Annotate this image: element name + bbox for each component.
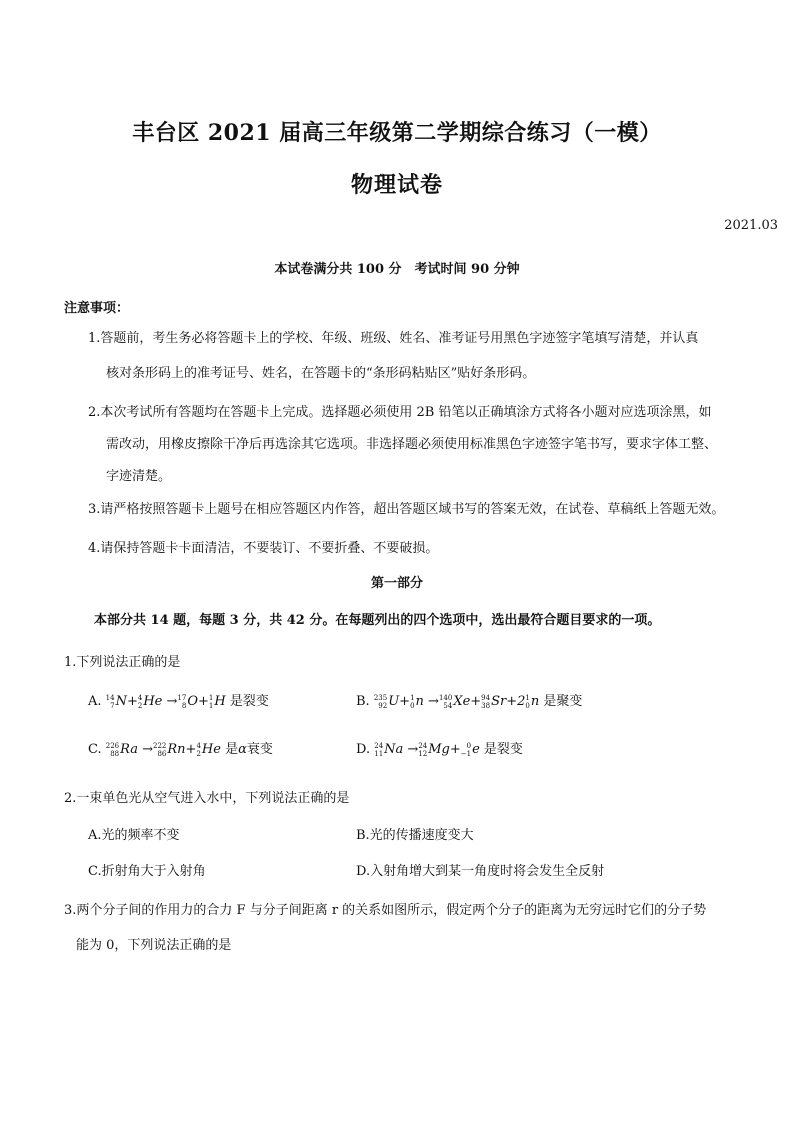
q2-option-b: B.光的传播速度变大 — [356, 828, 474, 843]
exam-subtitle: 物理试卷 — [350, 172, 443, 198]
score-time-line: 本试卷满分共 100 分 考试时间 90 分钟 — [274, 262, 520, 277]
q1-option-b — [356, 690, 582, 710]
q1-option-d-suffix: 是裂变 — [483, 742, 523, 757]
q1-option-a-formula: 14 7 N+ 4 2 He → 17 8 O+ 1 1 H — [105, 693, 230, 710]
section-intro: 本部分共 14 题，每题 3 分，共 42 分。在每题列出的四个选项中，选出最符合题目要求的一项。 — [94, 613, 661, 628]
q1-option-a — [88, 690, 269, 710]
q1-option-b-formula: 235 92 U+ 1 0 n → 140 54 Xe+ 94 38 Sr+2 1 0 n — [373, 693, 544, 710]
notice-item-3: 3.请严格按照答题卡上题号在相应答题区内作答，超出答题区域书写的答案无效，在试卷、草稿纸上答题无效。 — [88, 502, 725, 517]
q1-option-d-formula: 24 11 Na → 24 12 Mg+ 0 −1 e — [374, 741, 484, 758]
q2-stem: 2.一束单色光从空气进入水中，下列说法正确的是 — [64, 791, 350, 806]
q2-option-d: D.入射角增大到某一角度时将会发生全反射 — [356, 864, 605, 879]
q1-option-a-label: A. — [88, 694, 102, 709]
q2-option-c: C.折射角大于入射角 — [88, 864, 206, 879]
notice-heading: 注意事项： — [64, 301, 130, 316]
exam-title: 丰台区 2021 届高三年级第二学期综合练习（一模） — [132, 120, 662, 146]
exam-date: 2021.03 — [724, 218, 778, 233]
q1-option-a-suffix: 是裂变 — [229, 694, 269, 709]
q1-option-b-label: B. — [356, 694, 370, 709]
notice-item-1-line-1: 1.答题前，考生务必将答题卡上的学校、年级、班级、姓名、准考证号用黑色字迹签字笔填写清楚，并认真 — [88, 331, 699, 346]
q1-option-c: C. 226 88 Ra → 222 86 Rn+ 4 2 He 是α衰变 — [88, 741, 273, 758]
notice-item-4: 4.请保持答题卡卡面清洁，不要装订、不要折叠、不要破损。 — [88, 541, 439, 556]
q1-option-c-label: C. — [88, 742, 102, 757]
q1-option-b-suffix: 是聚变 — [543, 694, 583, 709]
q3-stem-line-1: 3.两个分子间的作用力的合力 F 与分子间距离 r 的关系如图所示，假定两个分子的距离为无穷远时它们的分子势 — [64, 903, 707, 918]
notice-item-2-line-3: 字迹清楚。 — [106, 469, 172, 484]
q1-option-d-label: D. — [356, 742, 371, 757]
q1-stem: 1.下列说法正确的是 — [64, 655, 181, 670]
q1-option-d — [356, 738, 523, 758]
q1-option-c-formula: 226 88 Ra → 222 86 Rn+ 4 2 He — [105, 741, 226, 758]
q1-option-c-suffix: 衰变 — [246, 742, 273, 757]
notice-item-2-line-1: 2.本次考试所有答题均在答题卡上完成。选择题必须使用 2B 铅笔以正确填涂方式将各小题对应选项涂黑，如 — [88, 405, 712, 420]
notice-item-2-line-2: 需改动，用橡皮擦除干净后再选涂其它选项。非选择题必须使用标准黑色字迹签字笔书写，要求字体工整、 — [106, 437, 718, 452]
notice-item-1-line-2: 核对条形码上的准考证号、姓名，在答题卡的“条形码粘贴区”贴好条形码。 — [106, 366, 536, 381]
section-title: 第一部分 — [370, 576, 423, 591]
q3-stem-line-2: 能为 0，下列说法正确的是 — [76, 938, 232, 953]
q2-option-a: A.光的频率不变 — [88, 828, 180, 843]
